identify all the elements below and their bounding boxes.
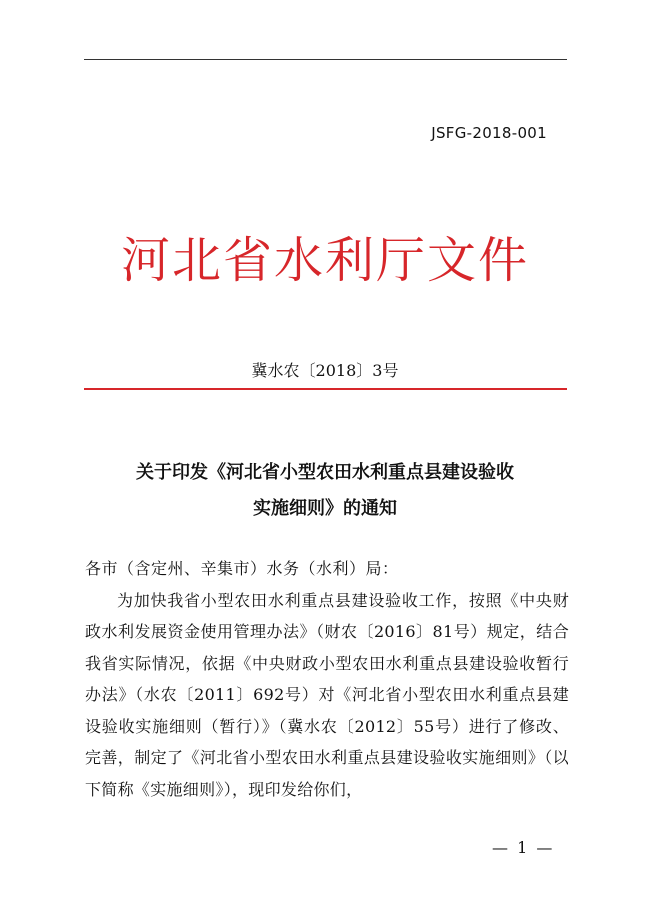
top-rule (84, 59, 567, 60)
notice-body (85, 553, 569, 805)
red-separator-rule (84, 388, 567, 390)
notice-title-line-2: 实施细则》的通知 (253, 498, 397, 519)
issuer-heading: 河北省水利厅文件 (120, 232, 529, 289)
notice-title (0, 455, 650, 527)
salutation: 各市（含定州、辛集市）水务（水利）局： (85, 559, 399, 578)
document-number: 冀水农〔2018〕3号 (251, 361, 399, 380)
notice-title-line-1: 关于印发《河北省小型农田水利重点县建设验收 (136, 462, 514, 483)
page-number: — 1 — (492, 838, 555, 857)
body-paragraph: 为加快我省小型农田水利重点县建设验收工作，按照《中央财政水利发展资金使用管理办法》（财农〔2016〕81号）规定，结合我省实际情况，依据《中央财政小型农田水利重点县建设验收暂行办法》（水农〔2011〕692号）对《河北省小型农田水利重点县建设验收实施细则（暂行）》（冀水农〔2012〕55号）进行了修改、完善，制定了《河北省小型农田水利重点县建设验收实施细则》（以下简称《实施细则》），现印发给你们， (85, 590, 569, 799)
document-code: JSFG-2018-001 (431, 124, 547, 142)
